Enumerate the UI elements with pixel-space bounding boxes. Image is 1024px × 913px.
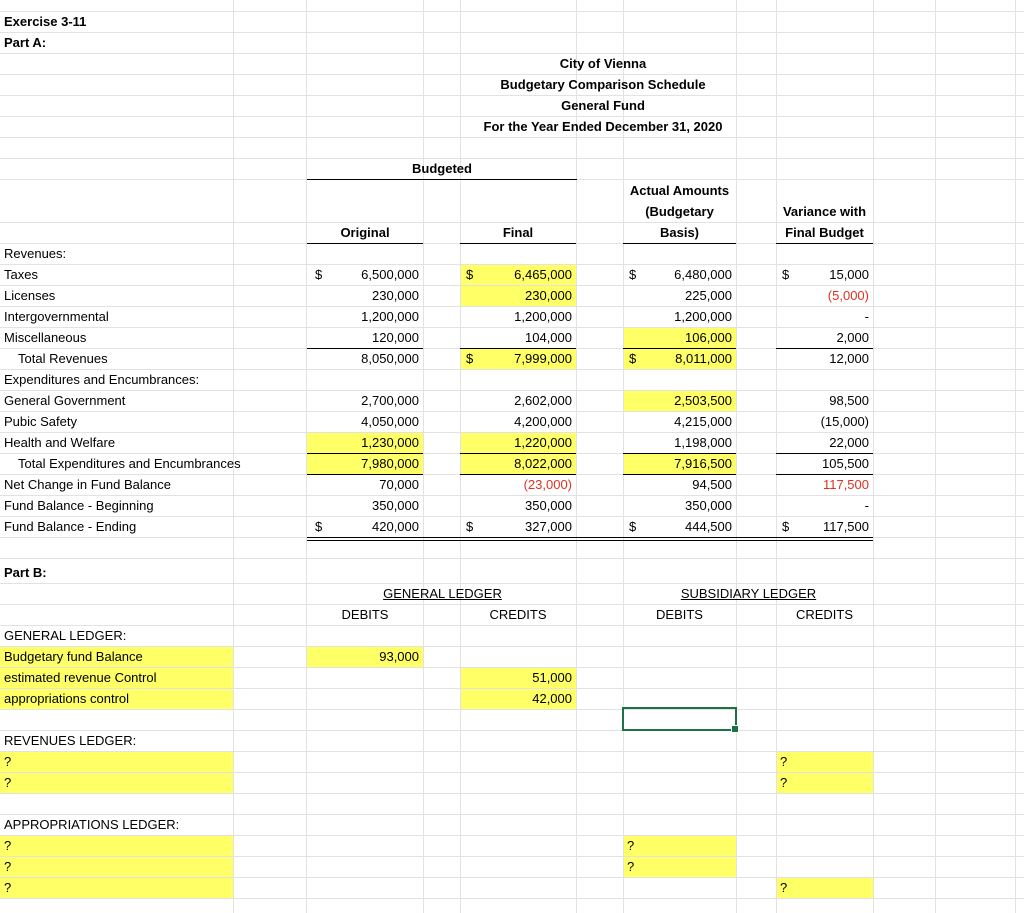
- revenues-label: Revenues:: [4, 246, 67, 261]
- net-change-label: Net Change in Fund Balance: [4, 477, 171, 492]
- safety-final[interactable]: 4,200,000: [514, 414, 572, 429]
- dollar-sign: $: [466, 519, 474, 534]
- header-period: For the Year Ended December 31, 2020: [483, 119, 723, 134]
- placeholder-cell[interactable]: ?: [780, 754, 788, 769]
- appropriations-ledger-label: APPROPRIATIONS LEDGER:: [4, 817, 180, 832]
- fb-end-actual[interactable]: 444,500: [685, 519, 732, 534]
- net-change-final[interactable]: (23,000): [523, 477, 572, 492]
- variance-header-1: Variance with: [782, 204, 867, 219]
- actual-header-2: (Budgetary: [645, 204, 714, 219]
- cell-highlight: [776, 877, 873, 898]
- fb-begin-original[interactable]: 350,000: [372, 498, 419, 513]
- original-underline: [307, 243, 423, 244]
- total-revenues-label: Total Revenues: [18, 351, 108, 366]
- intergov-variance[interactable]: -: [864, 309, 869, 324]
- gl-row-label[interactable]: estimated revenue Control: [4, 670, 157, 685]
- health-actual[interactable]: 1,198,000: [674, 435, 732, 450]
- gl-debits-header: DEBITS: [341, 607, 389, 622]
- safety-variance[interactable]: (15,000): [820, 414, 869, 429]
- placeholder-cell[interactable]: ?: [780, 775, 788, 790]
- placeholder-cell[interactable]: ?: [4, 880, 12, 895]
- part-a-label: Part A:: [4, 35, 47, 50]
- fill-handle[interactable]: [731, 725, 739, 733]
- header-fund: General Fund: [561, 98, 645, 113]
- final-underline: [460, 243, 576, 244]
- net-change-variance[interactable]: 117,500: [822, 477, 869, 492]
- dollar-sign: $: [629, 267, 637, 282]
- licenses-original[interactable]: 230,000: [372, 288, 419, 303]
- misc-final[interactable]: 104,000: [525, 330, 572, 345]
- total-exp-final[interactable]: 8,022,000: [514, 456, 572, 471]
- fb-end-variance[interactable]: 117,500: [822, 519, 869, 534]
- total-revenues-actual[interactable]: 8,011,000: [675, 351, 732, 366]
- selected-cell[interactable]: [622, 707, 737, 731]
- placeholder-cell[interactable]: ?: [627, 838, 635, 853]
- dollar-sign: $: [315, 267, 323, 282]
- gl-row-label[interactable]: Budgetary fund Balance: [4, 649, 143, 664]
- actual-header-3: Basis): [659, 225, 700, 240]
- health-original[interactable]: 1,230,000: [361, 435, 419, 450]
- budgeted-header: Budgeted: [412, 161, 472, 176]
- safety-label: Pubic Safety: [4, 414, 77, 429]
- cell-highlight: [0, 835, 233, 898]
- actual-underline: [623, 243, 736, 244]
- misc-actual[interactable]: 106,000: [685, 330, 732, 345]
- gl-section-label: GENERAL LEDGER:: [4, 628, 127, 643]
- total-exp-label: Total Expenditures and Encumbrances: [18, 456, 241, 471]
- intergov-label: Intergovernmental: [4, 309, 109, 324]
- health-final[interactable]: 1,220,000: [514, 435, 572, 450]
- misc-variance[interactable]: 2,000: [836, 330, 869, 345]
- taxes-original[interactable]: 6,500,000: [361, 267, 419, 282]
- taxes-label: Taxes: [4, 267, 38, 282]
- misc-label: Miscellaneous: [4, 330, 87, 345]
- total-exp-actual[interactable]: 7,916,500: [674, 456, 732, 471]
- placeholder-cell[interactable]: ?: [780, 880, 788, 895]
- taxes-actual[interactable]: 6,480,000: [674, 267, 732, 282]
- intergov-final[interactable]: 1,200,000: [514, 309, 572, 324]
- intergov-original[interactable]: 1,200,000: [361, 309, 419, 324]
- budgeted-underline: [307, 179, 577, 180]
- total-revenues-original[interactable]: 8,050,000: [361, 351, 419, 366]
- variance-underline: [776, 243, 873, 244]
- header-statement: Budgetary Comparison Schedule: [500, 77, 706, 92]
- part-b-label: Part B:: [4, 565, 47, 580]
- expenditures-label: Expenditures and Encumbrances:: [4, 372, 200, 387]
- total-exp-variance[interactable]: 105,500: [822, 456, 869, 471]
- fb-begin-final[interactable]: 350,000: [525, 498, 572, 513]
- fb-begin-variance[interactable]: -: [864, 498, 869, 513]
- actual-header-1: Actual Amounts: [629, 183, 730, 198]
- dollar-sign: $: [782, 519, 790, 534]
- taxes-variance[interactable]: 15,000: [829, 267, 869, 282]
- dollar-sign: $: [782, 267, 790, 282]
- fb-end-label: Fund Balance - Ending: [4, 519, 137, 534]
- revenues-ledger-label: REVENUES LEDGER:: [4, 733, 137, 748]
- general-ledger-header: GENERAL LEDGER: [383, 586, 502, 601]
- health-label: Health and Welfare: [4, 435, 116, 450]
- gl-row-label[interactable]: appropriations control: [4, 691, 130, 706]
- gl-row-debit[interactable]: 93,000: [379, 649, 419, 664]
- gen-gov-original[interactable]: 2,700,000: [361, 393, 419, 408]
- misc-original[interactable]: 120,000: [372, 330, 419, 345]
- original-header: Original: [340, 225, 390, 240]
- placeholder-cell[interactable]: ?: [4, 775, 12, 790]
- fb-end-original[interactable]: 420,000: [372, 519, 419, 534]
- taxes-final[interactable]: 6,465,000: [514, 267, 572, 282]
- exercise-title: Exercise 3-11: [4, 14, 87, 29]
- fb-begin-label: Fund Balance - Beginning: [4, 498, 154, 513]
- placeholder-cell[interactable]: ?: [4, 859, 12, 874]
- gen-gov-label: General Government: [4, 393, 126, 408]
- licenses-actual[interactable]: 225,000: [685, 288, 732, 303]
- dollar-sign: $: [315, 519, 323, 534]
- gen-gov-variance[interactable]: 98,500: [829, 393, 869, 408]
- placeholder-cell[interactable]: ?: [627, 859, 635, 874]
- health-variance[interactable]: 22,000: [829, 435, 869, 450]
- subsidiary-ledger-header: SUBSIDIARY LEDGER: [680, 586, 817, 601]
- gl-row-credit[interactable]: 51,000: [532, 670, 572, 685]
- gl-row-credit[interactable]: 42,000: [532, 691, 572, 706]
- net-change-actual[interactable]: 94,500: [692, 477, 732, 492]
- header-entity: City of Vienna: [559, 56, 647, 71]
- total-double-underline: [307, 540, 873, 541]
- safety-original[interactable]: 4,050,000: [361, 414, 419, 429]
- sl-debits-header: DEBITS: [656, 607, 703, 622]
- dollar-sign: $: [466, 351, 474, 366]
- total-exp-original[interactable]: 7,980,000: [361, 456, 419, 471]
- placeholder-cell[interactable]: ?: [4, 838, 12, 853]
- net-change-original[interactable]: 70,000: [379, 477, 419, 492]
- intergov-actual[interactable]: 1,200,000: [674, 309, 732, 324]
- fb-begin-actual[interactable]: 350,000: [685, 498, 732, 513]
- fb-end-final[interactable]: 327,000: [525, 519, 572, 534]
- dollar-sign: $: [629, 519, 637, 534]
- total-revenues-variance[interactable]: 12,000: [829, 351, 869, 366]
- licenses-variance[interactable]: (5,000): [827, 288, 869, 303]
- placeholder-cell[interactable]: ?: [4, 754, 12, 769]
- final-header: Final: [502, 225, 534, 240]
- gl-credits-header: CREDITS: [489, 607, 547, 622]
- dollar-sign: $: [466, 267, 474, 282]
- gen-gov-actual[interactable]: 2,503,500: [674, 393, 732, 408]
- variance-header-2: Final Budget: [785, 225, 864, 240]
- licenses-label: Licenses: [4, 288, 56, 303]
- licenses-final[interactable]: 230,000: [525, 288, 572, 303]
- total-double-underline: [307, 537, 873, 538]
- gen-gov-final[interactable]: 2,602,000: [514, 393, 572, 408]
- total-revenues-final[interactable]: 7,999,000: [514, 351, 572, 366]
- sl-credits-header: CREDITS: [795, 607, 854, 622]
- safety-actual[interactable]: 4,215,000: [674, 414, 732, 429]
- dollar-sign: $: [629, 351, 637, 366]
